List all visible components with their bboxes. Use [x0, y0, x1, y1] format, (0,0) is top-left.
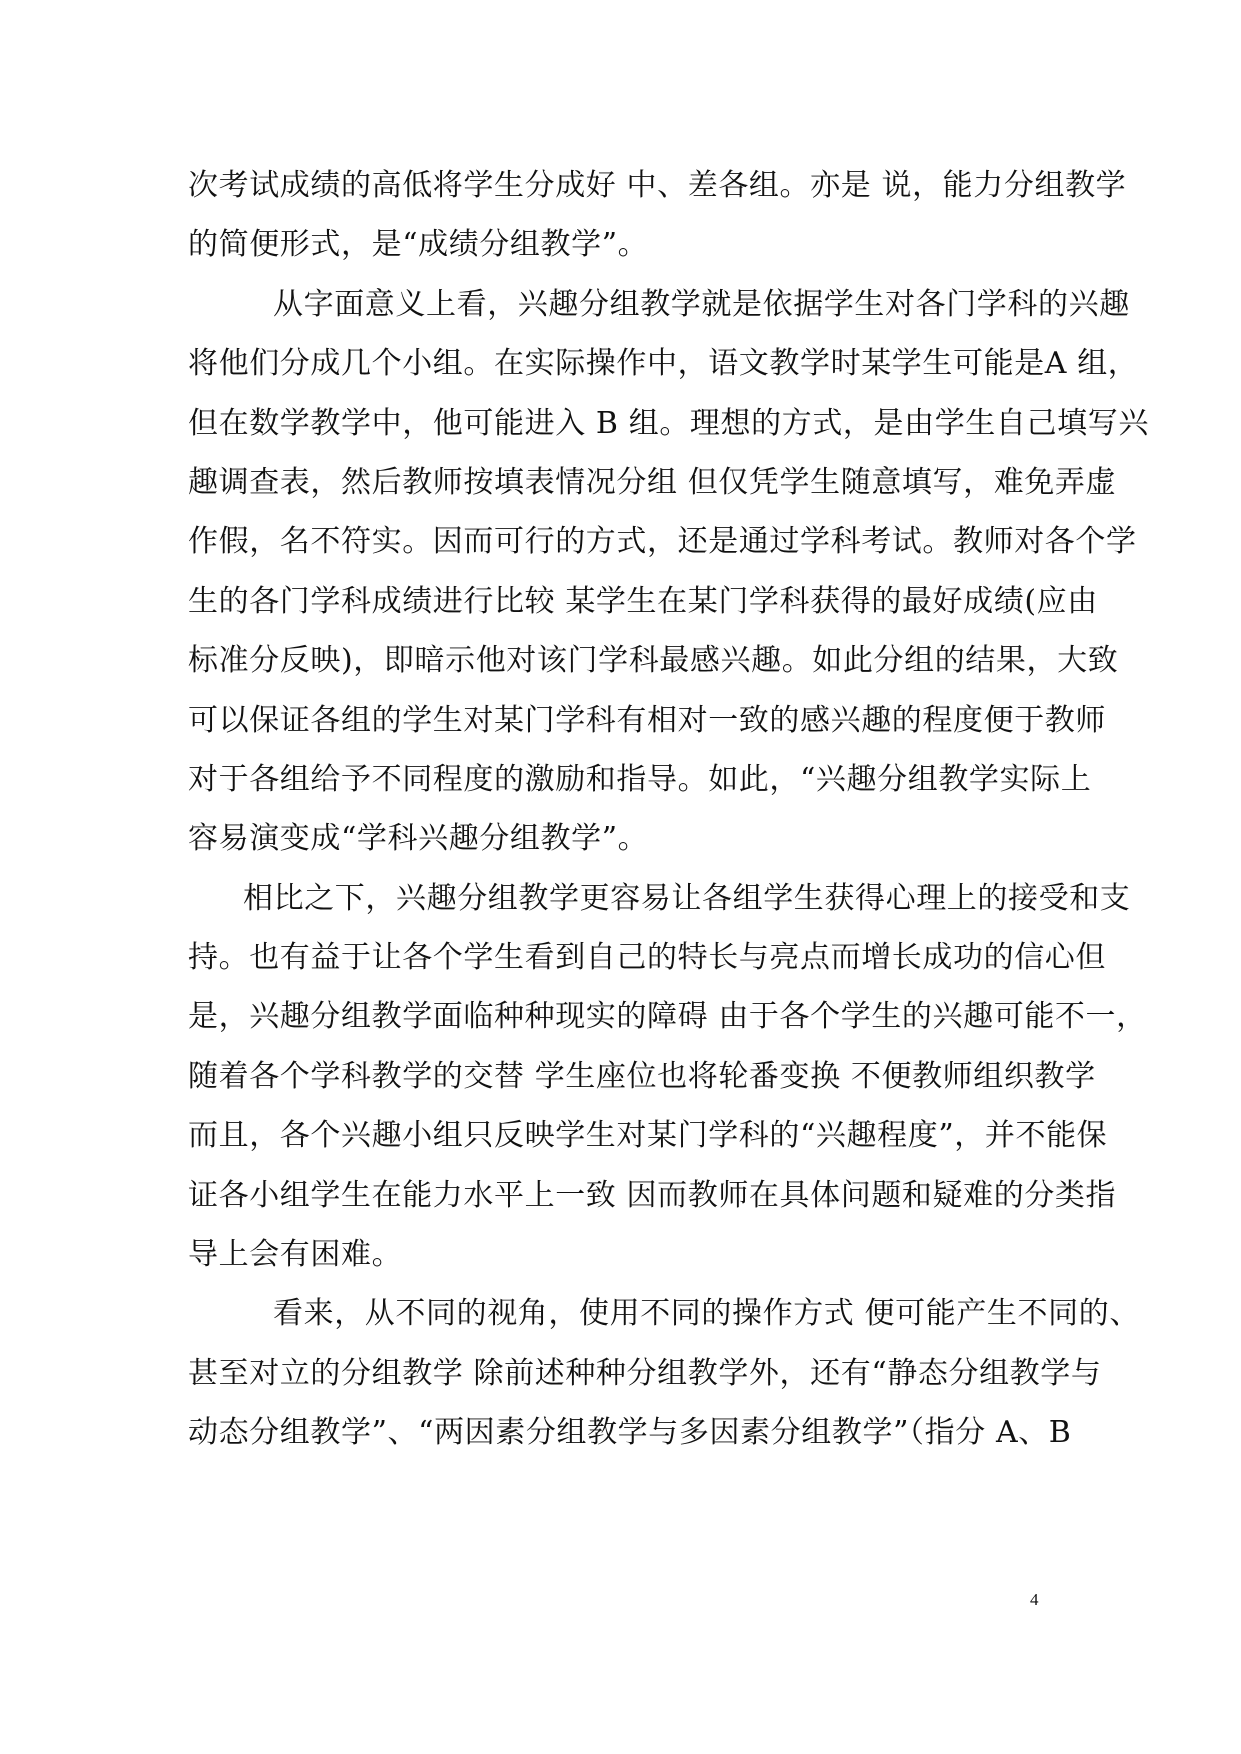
- text-line: 的简便形式，是“成绩分组教学”。: [188, 227, 649, 263]
- text-line: 标准分反映)，即暗示他对该门学科最感兴趣。如此分组的结果，大致: [188, 643, 1119, 679]
- text-line: 导上会有困难。: [188, 1237, 403, 1273]
- text-line: 从字面意义上看，兴趣分组教学就是依据学生对各门学科的兴趣: [273, 286, 1130, 322]
- text-line: 是，兴趣分组教学面临种种现实的障碍 由于各个学生的兴趣可能不一，: [188, 999, 1147, 1035]
- text-line: 趣调查表，然后教师按填表情况分组 但仅凭学生随意填写，难免弄虚: [188, 464, 1117, 500]
- text-line: 将他们分成几个小组。在实际操作中，语文教学时某学生可能是A 组，: [188, 346, 1139, 382]
- text-line: 持。也有益于让各个学生看到自己的特长与亮点而增长成功的信心但: [188, 940, 1106, 976]
- text-line: 随着各个学科教学的交替 学生座位也将轮番变换 不便教师组织教学: [188, 1058, 1096, 1094]
- text-line: 对于各组给予不同程度的激励和指导。如此，“兴趣分组教学实际上: [188, 761, 1092, 797]
- text-line: 证各小组学生在能力水平上一致 因而教师在具体问题和疑难的分类指: [188, 1177, 1117, 1213]
- text-line: 生的各门学科成绩进行比较 某学生在某门学科获得的最好成绩(应由: [188, 583, 1098, 619]
- text-line: 容易演变成“学科兴趣分组教学”。: [188, 821, 649, 857]
- text-line: 甚至对立的分组教学 除前述种种分组教学外，还有“静态分组教学与: [188, 1355, 1102, 1391]
- text-line: 相比之下，兴趣分组教学更容易让各组学生获得心理上的接受和支: [243, 880, 1131, 916]
- text-line: 但在数学教学中，他可能进入 B 组。理想的方式，是由学生自己填写兴: [188, 405, 1149, 441]
- page-number: 4: [1030, 1590, 1039, 1609]
- text-line: 而且，各个兴趣小组只反映学生对某门学科的“兴趣程度”，并不能保: [188, 1118, 1108, 1154]
- body-text: [188, 156, 1149, 1463]
- text-line: 动态分组教学”、“两因素分组教学与多因素分组教学”（指分 A、B: [188, 1415, 1072, 1451]
- text-line: 作假，名不符实。因而可行的方式，还是通过学科考试。教师对各个学: [188, 524, 1137, 560]
- text-line: 可以保证各组的学生对某门学科有相对一致的感兴趣的程度便于教师: [188, 702, 1106, 738]
- text-line: 次考试成绩的高低将学生分成好 中、差各组。亦是 说，能力分组教学: [188, 168, 1127, 203]
- text-line: 看来，从不同的视角，使用不同的操作方式 便可能产生不同的、: [273, 1296, 1140, 1332]
